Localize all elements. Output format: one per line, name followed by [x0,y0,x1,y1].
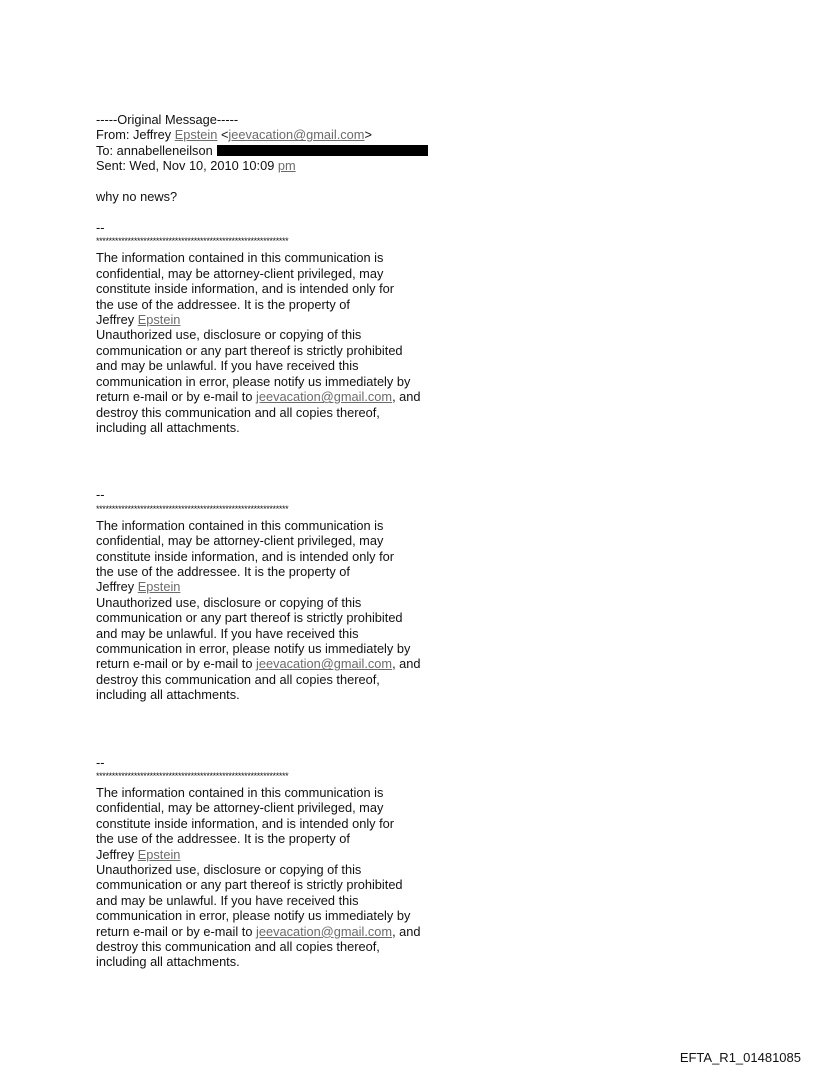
disclaimer-line: communication or any part thereof is strictly prohibited [96,342,403,358]
owner-last-link[interactable]: Epstein [137,579,181,595]
disclaimer-line: destroy this communication and all copies thereof, [96,404,380,420]
signature-dash: -- [96,487,105,503]
signature-stars: ************************************************************* [96,236,289,247]
disclaimer-line: the use of the addressee. It is the property of [96,296,350,312]
from-gt: > [364,127,372,143]
email-document [96,112,476,970]
disclaimer-line: communication or any part thereof is strictly prohibited [96,877,403,893]
signature-block [96,220,476,435]
return-email-line [96,389,476,404]
disclaimer-line: constitute inside information, and is intended only for [96,281,395,297]
owner-line [96,579,476,594]
disclaimer-line: communication in error, please notify us immediately by [96,640,411,656]
from-line [96,127,476,142]
disclaimer-line: Unauthorized use, disclosure or copying of this [96,594,362,610]
disclaimer-line: The information contained in this communication is [96,250,384,266]
owner-line [96,312,476,327]
sent-pm-link[interactable]: pm [277,158,296,174]
disclaimer-line: and may be unlawful. If you have received this [96,892,359,908]
disclaimer-line: communication in error, please notify us immediately by [96,908,411,924]
redaction-block [217,145,428,156]
to-label: To: annabelleneilson [96,142,213,158]
return-email-line [96,656,476,671]
document-id: EFTA_R1_01481085 [679,1050,801,1065]
return-email-link[interactable]: jeevacation@gmail.com [256,656,393,672]
return-suffix: , and [392,656,421,672]
from-name-link[interactable]: Epstein [174,127,218,143]
signature-dash: -- [96,754,105,770]
owner-first: Jeffrey [96,579,138,595]
from-email-link[interactable]: jeevacation@gmail.com [228,127,365,143]
disclaimer-line: and may be unlawful. If you have received this [96,625,359,641]
disclaimer-line: destroy this communication and all copies thereof, [96,671,380,687]
return-suffix: , and [392,923,421,939]
message-body: why no news? [96,188,178,204]
disclaimer-line: including all attachments. [96,419,240,435]
disclaimer-line: Unauthorized use, disclosure or copying of this [96,327,362,343]
signature-dash: -- [96,220,105,236]
sent-line [96,158,476,173]
return-email-link[interactable]: jeevacation@gmail.com [256,389,393,405]
disclaimer-line: communication in error, please notify us immediately by [96,373,411,389]
disclaimer-line: The information contained in this communication is [96,517,384,533]
original-message-header: -----Original Message----- [96,112,239,127]
sent-label: Sent: Wed, Nov 10, 2010 10:09 [96,158,278,174]
owner-first: Jeffrey [96,846,138,862]
owner-first: Jeffrey [96,312,138,328]
disclaimer-line: confidential, may be attorney-client privileged, may [96,800,384,816]
from-label: From: Jeffrey [96,127,175,143]
disclaimer-line: communication or any part thereof is strictly prohibited [96,610,403,626]
disclaimer-line: confidential, may be attorney-client privileged, may [96,533,384,549]
owner-last-link[interactable]: Epstein [137,846,181,862]
return-email-link[interactable]: jeevacation@gmail.com [256,923,393,939]
disclaimer-line: confidential, may be attorney-client privileged, may [96,265,384,281]
disclaimer-line: constitute inside information, and is intended only for [96,815,395,831]
owner-last-link[interactable]: Epstein [137,312,181,328]
signature-block [96,487,476,702]
disclaimer-line: the use of the addressee. It is the property of [96,563,350,579]
disclaimer-line: including all attachments. [96,954,240,970]
disclaimer-line: Unauthorized use, disclosure or copying of this [96,862,362,878]
signature-stars: ************************************************************* [96,503,289,514]
disclaimer-line: constitute inside information, and is intended only for [96,548,395,564]
signature-block [96,755,476,970]
disclaimer-line: the use of the addressee. It is the property of [96,831,350,847]
to-line [96,143,476,158]
return-prefix: return e-mail or by e-mail to [96,389,257,405]
disclaimer-line: and may be unlawful. If you have received this [96,358,359,374]
from-lt: < [217,127,229,143]
signature-stars: ************************************************************* [96,771,289,781]
disclaimer-line: destroy this communication and all copies thereof, [96,939,380,955]
disclaimer-line: including all attachments. [96,687,240,703]
return-prefix: return e-mail or by e-mail to [96,923,257,939]
owner-line [96,847,476,862]
return-prefix: return e-mail or by e-mail to [96,656,257,672]
disclaimer-line: The information contained in this communication is [96,785,384,800]
return-email-line [96,924,476,939]
return-suffix: , and [392,389,421,405]
